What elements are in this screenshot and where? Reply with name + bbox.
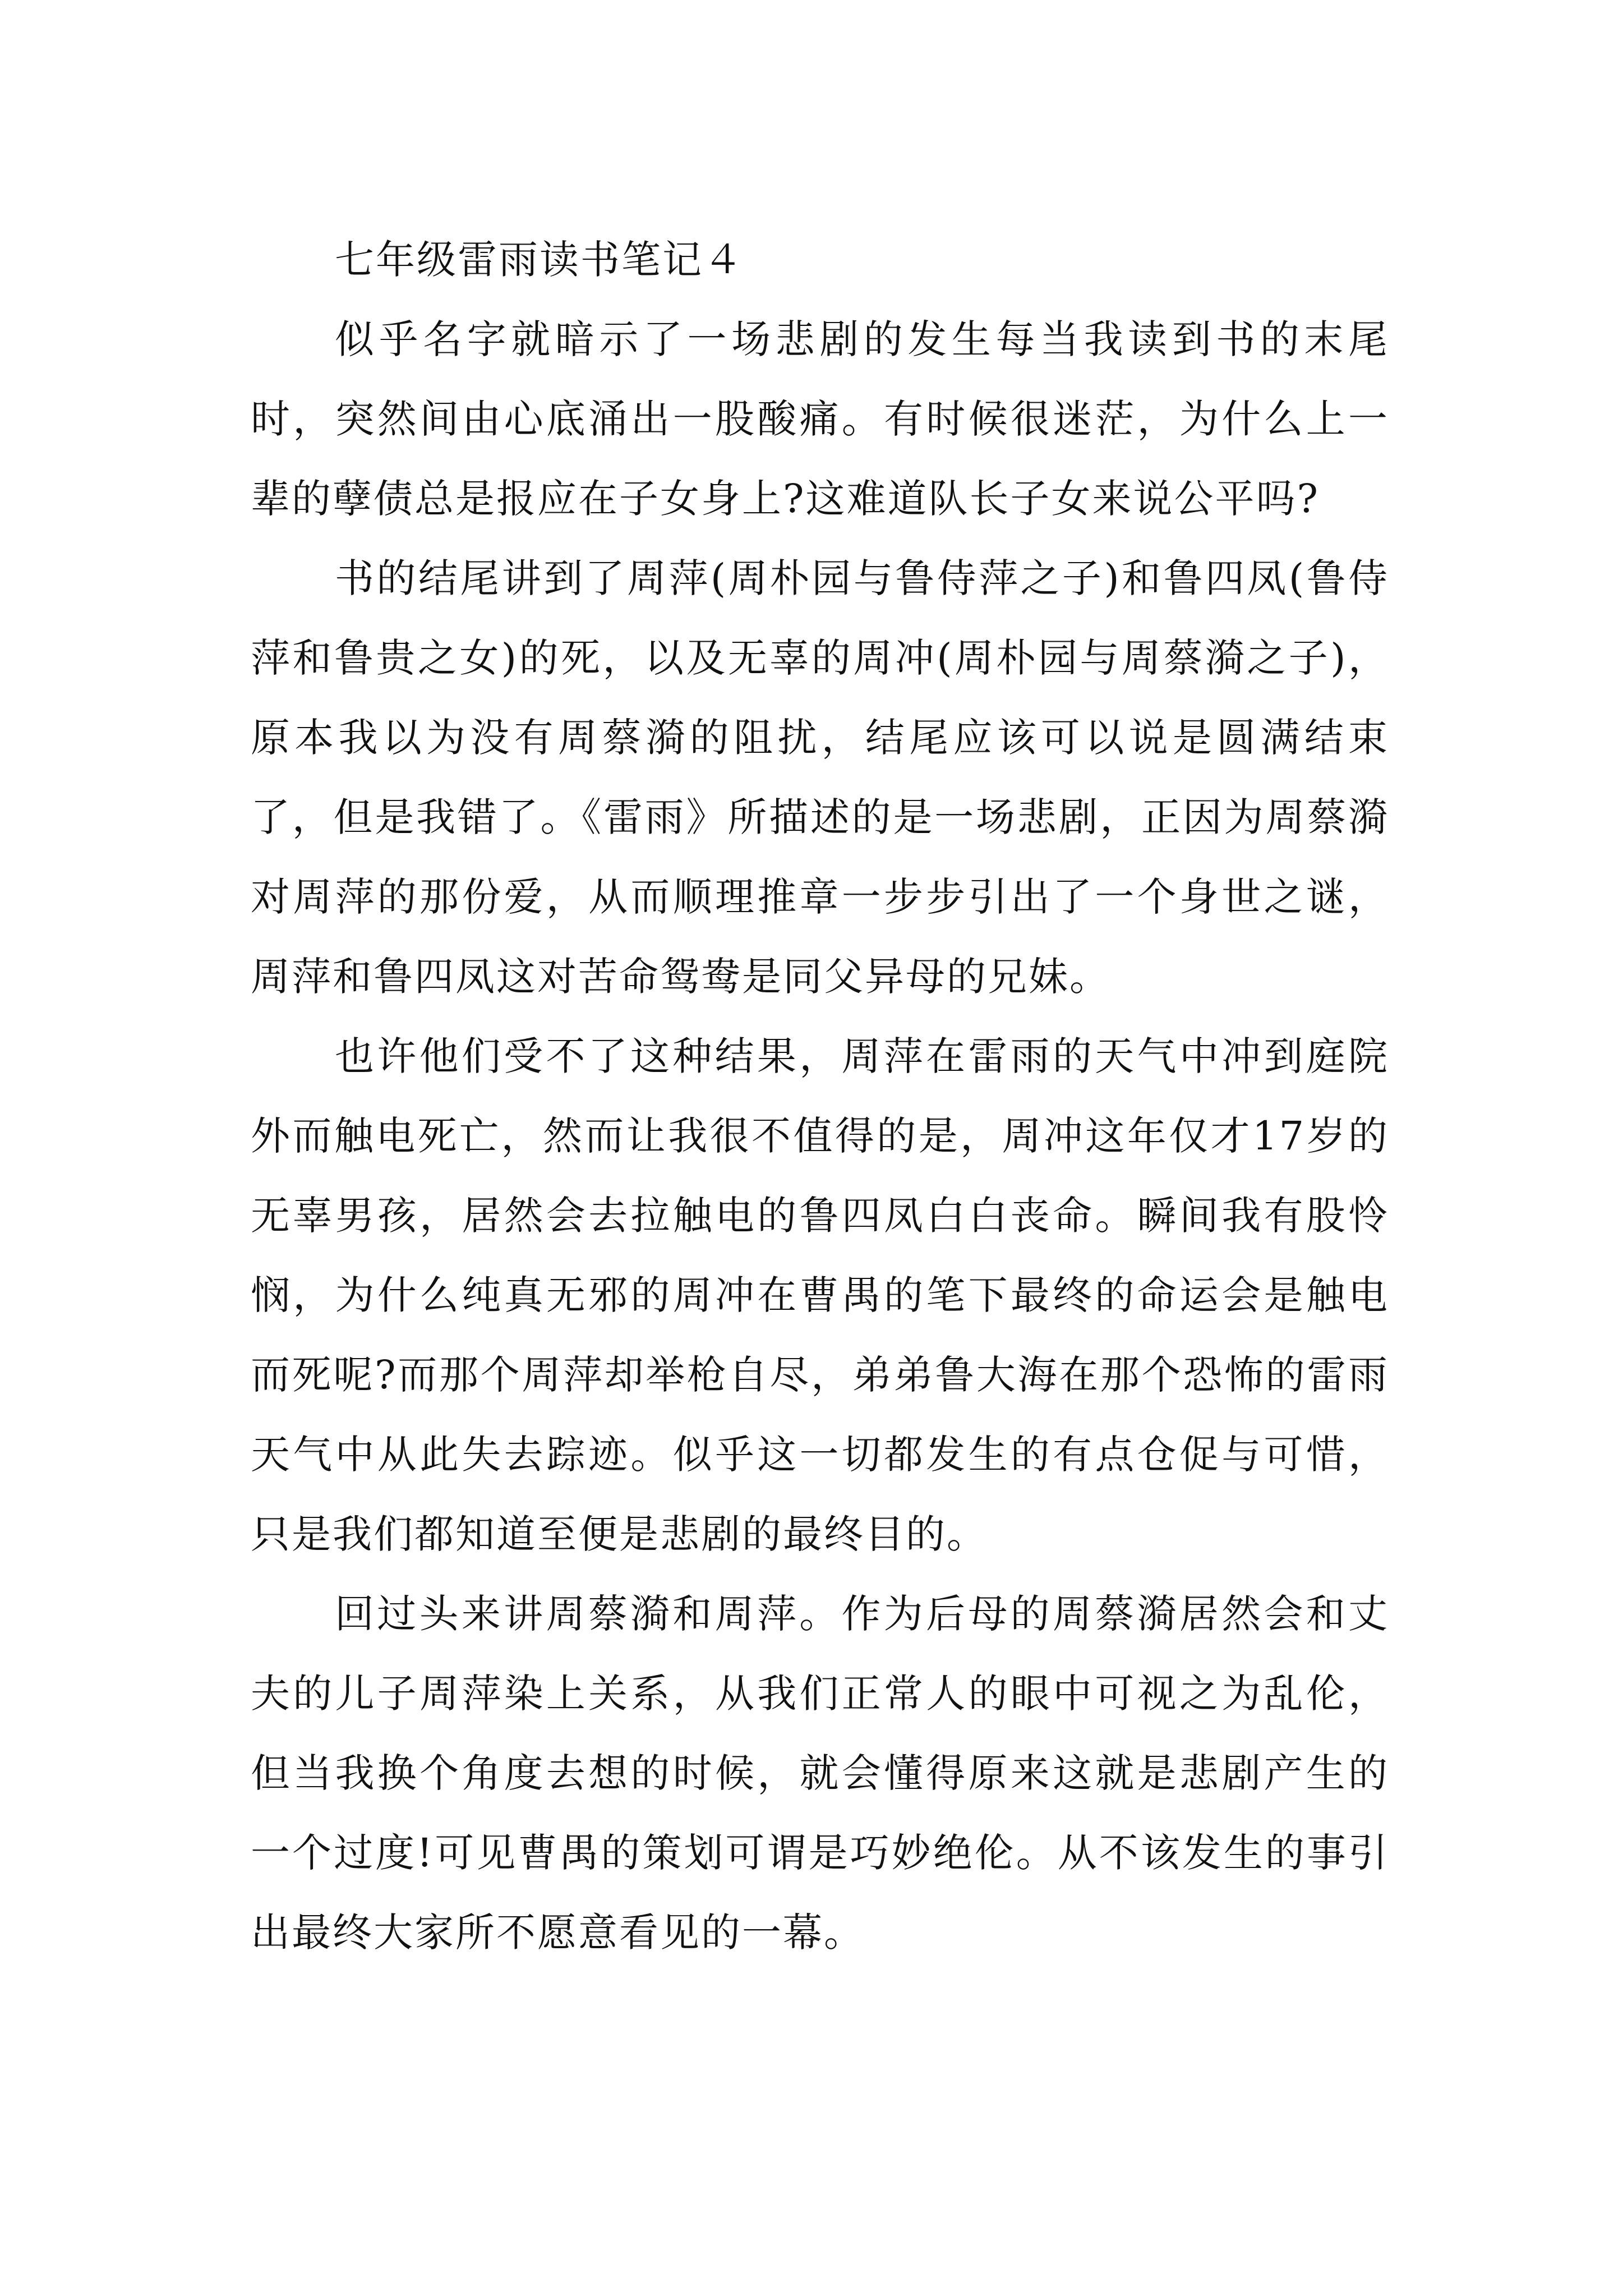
paragraph-4: 回过头来讲周蔡漪和周萍。作为后母的周蔡漪居然会和丈夫的儿子周萍染上关系，从我们正常人的眼中可视之为乱伦，但当我换个角度去想的时候，就会懂得原来这就是悲剧产生的一个过度!可见曹禺的策划可谓是巧妙绝伦。从不该发生的事引出最终大家所不愿意看见的一幕。 [251,1591,1389,1955]
paragraph-1: 似乎名字就暗示了一场悲剧的发生每当我读到书的末尾时，突然间由心底涌出一股酸痛。有时候很迷茫，为什么上一辈的孽债总是报应在子女身上?这难道队长子女来说公平吗? [251,316,1389,522]
document-body [251,220,1389,1972]
document-title: 七年级雷雨读书笔记４ [335,237,744,283]
paragraph-2: 书的结尾讲到了周萍(周朴园与鲁侍萍之子)和鲁四凤(鲁侍萍和鲁贵之女)的死，以及无辜的周冲(周朴园与周蔡漪之子)，原本我以为没有周蔡漪的阻扰，结尾应该可以说是圆满结束了，但是我错了。《雷雨》所描述的是一场悲剧，正因为周蔡漪对周萍的那份爱，从而顺理推章一步步引出了一个身世之谜，周萍和鲁四凤这对苦命鸳鸯是同父异母的兄妹。 [251,555,1389,1000]
paragraph-3: 也许他们受不了这种结果，周萍在雷雨的天气中冲到庭院外而触电死亡，然而让我很不值得的是，周冲这年仅才17岁的无辜男孩，居然会去拉触电的鲁四凤白白丧命。瞬间我有股怜悯，为什么纯真无邪的周冲在曹禺的笔下最终的命运会是触电而死呢?而那个周萍却举枪自尽，弟弟鲁大海在那个恐怖的雷雨天气中从此失去踪迹。似乎这一切都发生的有点仓促与可惜，只是我们都知道至便是悲剧的最终目的。 [251,1033,1389,1557]
